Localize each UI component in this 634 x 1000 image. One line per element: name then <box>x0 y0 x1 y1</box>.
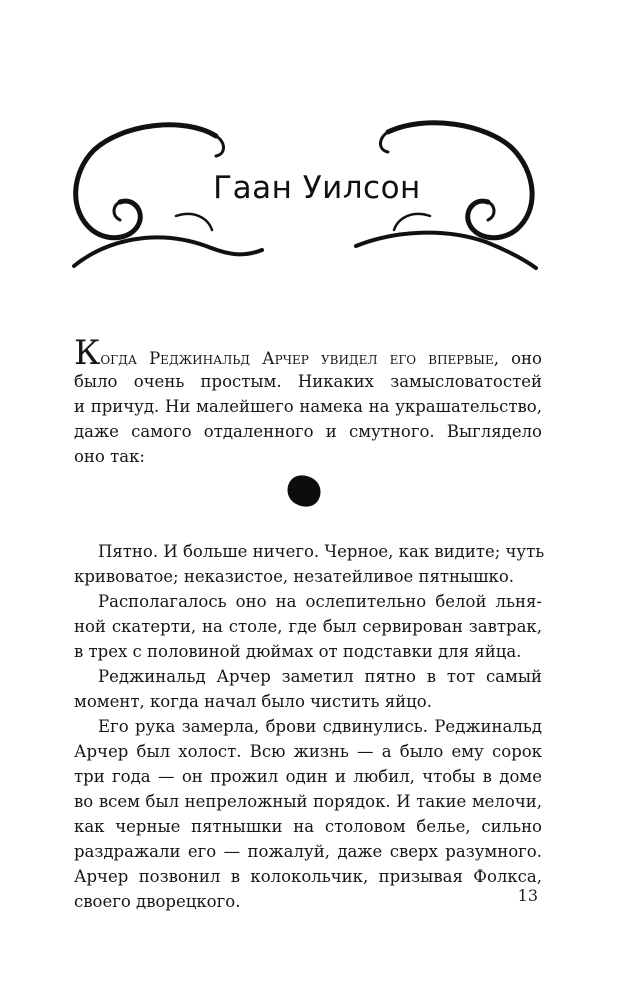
ornament-left-swoosh <box>74 237 262 266</box>
chapter-title: Гаан Уилсон <box>213 170 421 206</box>
text-line: Реджинальд Арчер заметил пятно в тот самый <box>98 667 542 686</box>
text-line: ной скатерти, на столе, где был сервирован завтрак, <box>74 617 542 636</box>
text-line: Пятно. И больше ничего. Черное, как видите; чуть <box>98 542 545 561</box>
small-caps-opening: огда Реджинальд Арчер увидел его впервые, <box>100 349 499 368</box>
text-line: момент, когда начал было чистить яйцо. <box>74 692 432 711</box>
text-line: Арчер позвонил в колокольчик, призывая Фолкса, <box>74 867 542 886</box>
text-line: три года — он прожил один и любил, чтобы в доме <box>74 767 542 786</box>
ink-blot-container <box>74 469 542 539</box>
text-line: было очень простым. Никаких замысловатостей <box>74 372 542 391</box>
text-line: оно так: <box>74 447 145 466</box>
text-line: Его рука замерла, брови сдвинулись. Реджинальд <box>98 717 542 736</box>
ornament-right-swoosh <box>356 233 536 268</box>
text-line: и причуд. Ни малейшего намека на украшательство, <box>74 397 542 416</box>
line-rest: оно <box>499 349 542 368</box>
text-line: кривоватое; неказистое, незатейливое пятнышко. <box>74 567 515 586</box>
page-number: 13 <box>517 886 538 905</box>
body-text <box>74 333 545 914</box>
text-line: раздражали его — пожалуй, даже сверх разумного. <box>74 842 542 861</box>
text-line: Располагалось оно на ослепительно белой льня- <box>98 592 542 611</box>
drop-cap: К <box>74 333 101 373</box>
text-line: в трех с половиной дюймах от подставки для яйца. <box>74 642 522 661</box>
text-line: во всем был непреложный порядок. И такие мелочи, <box>74 792 542 811</box>
text-line: Арчер был холост. Всю жизнь — а было ему сорок <box>74 742 542 761</box>
paragraph-1-line-1 <box>74 333 542 373</box>
text-line: своего дворецкого. <box>74 892 241 911</box>
text-line: как черные пятнышки на столовом белье, сильно <box>74 817 542 836</box>
ink-blot-icon <box>284 473 324 509</box>
text-line: даже самого отдаленного и смутного. Выглядело <box>74 422 542 441</box>
